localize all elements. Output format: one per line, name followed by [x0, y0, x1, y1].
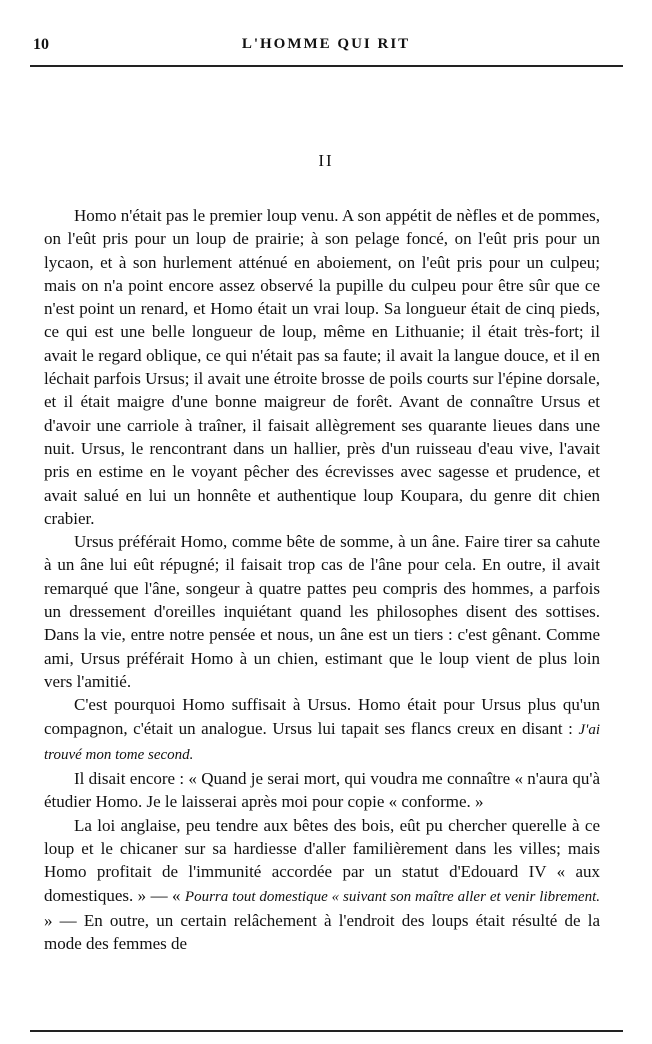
paragraph-3-text: C'est pourquoi Homo suffisait à Ursus. Homo était pour Ursus plus qu'un compagnon, c'était un analogue. Ursus lui tapait ses flancs creux en disant :: [44, 695, 600, 738]
body-text: [44, 204, 600, 956]
paragraph-2: Ursus préférait Homo, comme bête de somme, à un âne. Faire tirer sa cahute à un âne lui eût répugné; il faisait trop cas de l'âne pour cela. En outre, il avait remarqué que l'âne, songeur à quatre pattes peu compris des hommes, a parfois un dressement d'oreilles inquiétant quand les philosophes disent des sottises. Dans la vie, entre notre pensée et nous, un âne est un tiers : c'est gênant. Comme ami, Ursus préférait Homo à un chien, estimant que le loup vient de plus loin vers l'amitié.: [44, 532, 600, 691]
paragraph-1: Homo n'était pas le premier loup venu. A son appétit de nèfles et de pommes, on l'eût pris pour un loup de prairie; à son pelage foncé, on l'eût pris pour un lycaon, et à son hurlement atténué en aboiement, on l'eût pris pour un culpeu; mais on n'a point encore assez observé la pupille du culpeu pour être sûr que ce n'est point un renard, et Homo était un vrai loup. Sa longueur était de cinq pieds, ce qui est une belle longueur de loup, même en Lithuanie; il était très-fort; il avait le regard oblique, ce qui n'était pas sa faute; il avait la langue douce, et il en léchait parfois Ursus; il avait une étroite brosse de poils courts sur l'épine dorsale, et il était maigre d'une bonne maigreur de forêt. Avant de connaître Ursus et d'avoir une carriole à traîner, il faisait allègrement ses quarante lieues dans une nuit. Ursus, le rencontrant dans un hallier, près d'un ruisseau d'eau vive, l'avait pris en estime en le voyant pêcher des écrevisses avec sagesse et prudence, et avait salué en lui un honnête et authentique loup Koupara, du genre dit chien crabier.: [44, 206, 600, 528]
running-title: L'HOMME QUI RIT: [241, 36, 411, 52]
paragraph-3: [44, 693, 600, 767]
paragraph-5: [44, 814, 600, 956]
chapter-heading: II: [318, 151, 334, 170]
page-number: 10: [33, 36, 49, 53]
footer-rule: [30, 1030, 623, 1032]
paragraph-3-italic: J'ai trouvé mon tome second.: [44, 721, 600, 763]
paragraph-5-text: La loi anglaise, peu tendre aux bêtes des bois, eût pu chercher querelle à ce loup et le chicaner sur sa hardiesse d'aller familièrement dans les villes; mais Homo profitait de l'immunité accordée par un statut d'Edouard IV « aux domestiques. » — «: [44, 815, 600, 905]
header-rule: [30, 65, 623, 67]
paragraph-4: Il disait encore : « Quand je serai mort, qui voudra me connaître « n'aura qu'à étudier Homo. Je le laisserai après moi pour copie « conforme. »: [44, 769, 600, 812]
paragraph-5-italic: Pourra tout domestique « suivant son maître aller et venir librement.: [184, 888, 600, 905]
paragraph-5-text-end: » — En outre, un certain relâchement à l'endroit des loups était résulté de la mode des femmes de: [44, 910, 600, 954]
